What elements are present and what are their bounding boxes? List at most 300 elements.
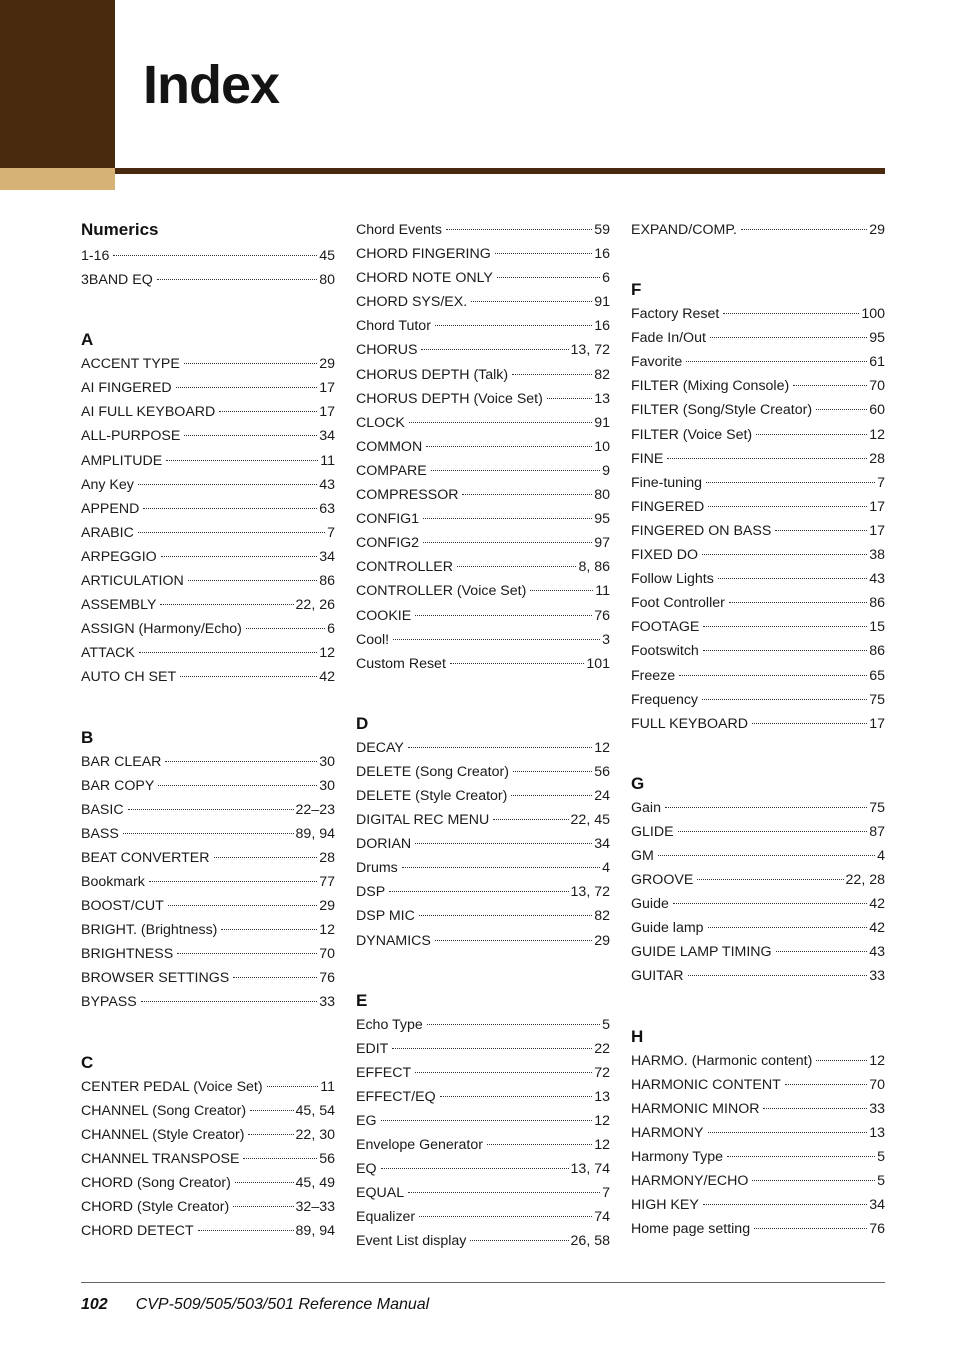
- page-reference: 63: [319, 500, 335, 517]
- page-reference: 12: [594, 1137, 610, 1154]
- page-reference: 13: [594, 390, 610, 407]
- dot-leader: [160, 603, 293, 605]
- dot-leader: [198, 1229, 294, 1231]
- dot-leader: [729, 601, 867, 603]
- index-term: ASSEMBLY: [81, 597, 157, 614]
- page-footer: [81, 1294, 429, 1316]
- page-reference: 95: [869, 330, 885, 347]
- index-entry: [631, 471, 885, 495]
- dot-leader: [470, 1239, 568, 1241]
- page-reference: 6: [327, 621, 335, 638]
- dot-leader: [667, 457, 867, 459]
- dot-leader: [697, 878, 843, 880]
- dot-leader: [402, 866, 600, 868]
- index-entry: [356, 507, 610, 531]
- dot-leader: [752, 1179, 875, 1181]
- page-reference: 82: [594, 908, 610, 925]
- page-reference: 12: [594, 1113, 610, 1129]
- section-heading: Numerics: [81, 220, 159, 239]
- index-term: Freeze: [631, 667, 676, 684]
- dot-leader: [686, 360, 867, 362]
- index-term: DIGITAL REC MENU: [356, 812, 490, 829]
- page-reference: 34: [869, 1197, 885, 1214]
- index-term: ASSIGN (Harmony/Echo): [81, 621, 242, 638]
- page-reference: 11: [320, 452, 335, 469]
- dot-leader: [214, 856, 318, 858]
- index-term: CHORD FINGERING: [356, 246, 491, 263]
- dot-leader: [512, 373, 592, 375]
- index-term: CHORD NOTE ONLY: [356, 270, 493, 287]
- section-heading: E: [356, 990, 368, 1010]
- page-reference: 42: [319, 669, 335, 686]
- index-term: Custom Reset: [356, 655, 446, 672]
- index-entry: [631, 1169, 885, 1193]
- dot-leader: [446, 228, 592, 230]
- index-term: EFFECT: [356, 1064, 412, 1081]
- page-reference: 75: [869, 691, 885, 708]
- page-reference: 26, 58: [570, 1233, 610, 1250]
- dot-leader: [221, 928, 317, 930]
- index-term: Frequency: [631, 691, 699, 708]
- page-reference: 80: [594, 487, 610, 504]
- dot-leader: [756, 433, 867, 435]
- section-heading: G: [631, 773, 645, 793]
- index-term: CHORD DETECT: [81, 1223, 194, 1240]
- dot-leader: [710, 336, 867, 338]
- index-entry: [81, 750, 335, 774]
- dot-leader: [392, 1047, 592, 1049]
- index-entry: [356, 1181, 610, 1205]
- index-term: CHORUS DEPTH (Talk): [356, 366, 509, 383]
- page-reference: 70: [869, 1076, 885, 1093]
- page-reference: 89, 94: [295, 825, 335, 842]
- page-title: Index: [143, 55, 280, 115]
- index-term: GM: [631, 847, 654, 864]
- index-term: ARPEGGIO: [81, 548, 157, 565]
- index-term: Chord Tutor: [356, 318, 431, 335]
- index-term: Guide: [631, 896, 669, 913]
- page-reference: 13: [869, 1124, 885, 1141]
- dot-leader: [165, 760, 317, 762]
- index-column-1: [81, 218, 335, 1243]
- page-reference: 17: [319, 404, 335, 421]
- index-term: 3BAND EQ: [81, 272, 153, 289]
- page-reference: 59: [594, 222, 610, 238]
- page-reference: 12: [869, 426, 885, 443]
- index-entry: [81, 774, 335, 798]
- dot-leader: [702, 698, 867, 700]
- page-reference: 43: [869, 944, 885, 961]
- dot-leader: [426, 445, 592, 447]
- index-entry: [631, 712, 885, 736]
- index-term: GUIDE LAMP TIMING: [631, 944, 772, 961]
- index-entry: [356, 1109, 610, 1133]
- page-reference: 28: [869, 450, 885, 467]
- dot-leader: [184, 362, 317, 364]
- index-term: DSP MIC: [356, 908, 415, 925]
- page-reference: 32–33: [295, 1199, 335, 1215]
- index-term: FOOTAGE: [631, 619, 700, 636]
- page-reference: 100: [861, 306, 885, 323]
- dot-leader: [139, 651, 317, 653]
- page-reference: 42: [869, 920, 885, 937]
- index-entry: [356, 1133, 610, 1157]
- page-reference: 34: [319, 548, 335, 565]
- index-entry: [631, 398, 885, 422]
- index-term: Fine-tuning: [631, 474, 702, 491]
- index-term: CHANNEL (Style Creator): [81, 1126, 245, 1143]
- dot-leader: [250, 1109, 293, 1111]
- index-term: Equalizer: [356, 1209, 416, 1226]
- page-reference: 29: [319, 898, 335, 915]
- index-term: Chord Events: [356, 222, 442, 238]
- index-term: HIGH KEY: [631, 1197, 699, 1214]
- index-term: CHORUS DEPTH (Voice Set): [356, 390, 543, 407]
- section-heading: B: [81, 727, 94, 747]
- index-entry: [356, 555, 610, 579]
- index-term: Echo Type: [356, 1016, 423, 1033]
- index-entry: [356, 856, 610, 880]
- title-rule: [115, 168, 885, 174]
- index-term: Favorite: [631, 354, 683, 371]
- index-entry: [631, 1073, 885, 1097]
- dot-leader: [530, 589, 593, 591]
- dot-leader: [381, 1119, 593, 1121]
- page-reference: 45: [319, 248, 335, 264]
- footer-rule: [81, 1282, 885, 1283]
- dot-leader: [180, 675, 317, 677]
- dot-leader: [703, 625, 867, 627]
- dot-leader: [166, 459, 318, 461]
- index-entry: [356, 314, 610, 338]
- index-term: GLIDE: [631, 823, 674, 840]
- page-reference: 24: [594, 787, 610, 804]
- dot-leader: [708, 505, 867, 507]
- index-entry: [81, 352, 335, 376]
- index-term: GROOVE: [631, 872, 694, 889]
- dot-leader: [421, 348, 568, 350]
- index-entry: [356, 1085, 610, 1109]
- index-term: Envelope Generator: [356, 1137, 483, 1154]
- index-column-3: [631, 218, 885, 1241]
- dot-leader: [471, 300, 592, 302]
- index-term: ATTACK: [81, 645, 135, 662]
- index-entry: [81, 1147, 335, 1171]
- index-term: Foot Controller: [631, 595, 725, 612]
- index-term: CONTROLLER: [356, 559, 453, 576]
- index-entry: [81, 822, 335, 846]
- index-entry: [81, 497, 335, 521]
- dot-leader: [415, 1071, 592, 1073]
- index-entry: [356, 218, 610, 242]
- dot-leader: [419, 1215, 592, 1217]
- index-entry: [631, 519, 885, 543]
- page-reference: 13, 72: [570, 884, 610, 901]
- index-term: HARMONY/ECHO: [631, 1173, 749, 1189]
- section-heading: H: [631, 1026, 644, 1046]
- index-entry: [356, 363, 610, 387]
- index-entry: [81, 918, 335, 942]
- index-term: EG: [356, 1113, 377, 1129]
- index-entry: [631, 543, 885, 567]
- index-term: EDIT: [356, 1040, 389, 1057]
- index-entry: [81, 424, 335, 448]
- index-entry: [356, 1157, 610, 1181]
- index-entry: [81, 1123, 335, 1147]
- dot-leader: [188, 579, 317, 581]
- index-term: CHANNEL (Song Creator): [81, 1102, 247, 1119]
- dot-leader: [752, 722, 867, 724]
- index-entry: [631, 615, 885, 639]
- index-term: EQUAL: [356, 1185, 405, 1202]
- dot-leader: [435, 939, 592, 941]
- dot-leader: [440, 1095, 593, 1097]
- index-entry: [81, 268, 335, 292]
- index-entry: [81, 1075, 335, 1099]
- index-entry: [356, 604, 610, 628]
- index-term: FILTER (Song/Style Creator): [631, 402, 813, 419]
- index-entry: [81, 400, 335, 424]
- index-term: DORIAN: [356, 836, 412, 853]
- page-reference: 61: [869, 354, 885, 371]
- index-column-2: [356, 218, 610, 1254]
- index-entry: [631, 1193, 885, 1217]
- dot-leader: [706, 481, 875, 483]
- page-reference: 11: [595, 583, 610, 600]
- index-term: FINGERED ON BASS: [631, 522, 772, 539]
- index-term: DYNAMICS: [356, 932, 431, 949]
- dot-leader: [723, 312, 859, 314]
- index-term: Gain: [631, 799, 661, 816]
- dot-leader: [688, 974, 868, 976]
- index-entry: [356, 266, 610, 290]
- index-entry: [356, 242, 610, 266]
- index-entry: [356, 652, 610, 676]
- page-reference: 6: [602, 270, 610, 287]
- index-entry: [356, 929, 610, 953]
- index-entry: [631, 916, 885, 940]
- index-term: FIXED DO: [631, 547, 699, 564]
- index-term: BASS: [81, 825, 119, 842]
- dot-leader: [141, 1000, 317, 1002]
- index-entry: [81, 545, 335, 569]
- index-term: BYPASS: [81, 994, 137, 1011]
- index-entry: [631, 796, 885, 820]
- page-reference: 34: [594, 836, 610, 853]
- page-reference: 42: [869, 896, 885, 913]
- index-term: CHORUS: [356, 342, 418, 359]
- index-term: AUTO CH SET: [81, 669, 177, 686]
- page-reference: 17: [319, 380, 335, 397]
- page-reference: 3: [602, 631, 610, 648]
- index-term: COOKIE: [356, 607, 412, 624]
- dot-leader: [763, 1107, 867, 1109]
- index-entry: [631, 664, 885, 688]
- index-term: ALL-PURPOSE: [81, 428, 181, 445]
- dot-leader: [727, 1155, 875, 1157]
- index-term: ACCENT TYPE: [81, 356, 180, 373]
- page-reference: 70: [319, 946, 335, 963]
- page-reference: 33: [869, 1100, 885, 1117]
- chapter-tab-accent: [0, 168, 115, 190]
- index-entry: [81, 617, 335, 641]
- page-reference: 43: [319, 476, 335, 493]
- index-entry: [631, 940, 885, 964]
- index-entry: [356, 832, 610, 856]
- page-reference: 70: [869, 378, 885, 395]
- dot-leader: [703, 1203, 867, 1205]
- index-entry: [81, 894, 335, 918]
- index-term: EFFECT/EQ: [356, 1088, 436, 1105]
- dot-leader: [785, 1083, 867, 1085]
- page-reference: 30: [319, 777, 335, 794]
- index-term: COMPRESSOR: [356, 487, 459, 504]
- page-reference: 29: [319, 356, 335, 373]
- dot-leader: [184, 434, 317, 436]
- dot-leader: [408, 746, 592, 748]
- index-entry: [356, 531, 610, 555]
- page-reference: 29: [594, 932, 610, 949]
- dot-leader: [427, 1023, 600, 1025]
- index-entry: [356, 760, 610, 784]
- page-reference: 95: [594, 511, 610, 528]
- index-term: BEAT CONVERTER: [81, 849, 210, 866]
- page-reference: 4: [877, 847, 885, 864]
- index-term: BROWSER SETTINGS: [81, 970, 230, 987]
- index-term: FINE: [631, 450, 664, 467]
- dot-leader: [149, 880, 317, 882]
- page-reference: 76: [319, 970, 335, 987]
- page-reference: 16: [594, 246, 610, 263]
- page-reference: 13: [594, 1088, 610, 1105]
- dot-leader: [415, 614, 592, 616]
- page-reference: 7: [602, 1185, 610, 1202]
- page-reference: 86: [319, 573, 335, 590]
- index-term: APPEND: [81, 500, 140, 517]
- index-term: ARABIC: [81, 524, 134, 541]
- dot-leader: [816, 1059, 867, 1061]
- index-entry: [81, 1219, 335, 1243]
- index-entry: [81, 1171, 335, 1195]
- manual-title: CVP-509/505/503/501 Reference Manual: [135, 1296, 430, 1313]
- page-reference: 28: [319, 849, 335, 866]
- dot-leader: [243, 1157, 317, 1159]
- dot-leader: [678, 830, 868, 832]
- index-entry: [631, 868, 885, 892]
- page-reference: 13, 72: [570, 342, 610, 359]
- index-entry: [631, 302, 885, 326]
- dot-leader: [423, 517, 592, 519]
- dot-leader: [123, 832, 294, 834]
- index-entry: [81, 1099, 335, 1123]
- index-entry: [81, 376, 335, 400]
- index-entry: [81, 593, 335, 617]
- index-entry: [631, 1217, 885, 1241]
- index-entry: [81, 244, 335, 268]
- page-reference: 22, 30: [295, 1126, 335, 1143]
- dot-leader: [393, 638, 600, 640]
- index-entry: [631, 374, 885, 398]
- index-term: Harmony Type: [631, 1148, 723, 1165]
- page-reference: 22, 28: [845, 872, 885, 889]
- index-term: CLOCK: [356, 414, 405, 431]
- index-entry: [631, 350, 885, 374]
- index-term: DELETE (Song Creator): [356, 763, 509, 780]
- dot-leader: [419, 914, 592, 916]
- index-entry: [631, 495, 885, 519]
- page-reference: 12: [594, 739, 610, 756]
- index-term: BRIGHTNESS: [81, 946, 174, 963]
- index-entry: [81, 473, 335, 497]
- index-entry: [81, 846, 335, 870]
- page-reference: 17: [869, 715, 885, 732]
- index-term: BRIGHT. (Brightness): [81, 922, 218, 939]
- index-term: HARMONY: [631, 1124, 704, 1141]
- page-reference: 12: [319, 922, 335, 939]
- dot-leader: [754, 1227, 867, 1229]
- index-entry: [81, 966, 335, 990]
- dot-leader: [435, 324, 592, 326]
- page-reference: 82: [594, 366, 610, 383]
- index-term: CENTER PEDAL (Voice Set): [81, 1078, 263, 1095]
- index-term: AMPLITUDE: [81, 452, 163, 469]
- page-reference: 12: [869, 1052, 885, 1069]
- dot-leader: [450, 662, 584, 664]
- chapter-tab: [0, 0, 115, 168]
- page-reference: 13, 74: [570, 1161, 610, 1178]
- index-term: AI FULL KEYBOARD: [81, 404, 216, 421]
- index-entry: [81, 870, 335, 894]
- page-reference: 45, 49: [295, 1174, 335, 1191]
- dot-leader: [128, 808, 294, 810]
- index-entry: [356, 628, 610, 652]
- page-number: 102: [81, 1296, 108, 1313]
- index-entry: [631, 1097, 885, 1121]
- dot-leader: [138, 483, 317, 485]
- page-reference: 30: [319, 753, 335, 770]
- dot-leader: [775, 529, 867, 531]
- page-reference: 22: [594, 1040, 610, 1057]
- dot-leader: [381, 1167, 569, 1169]
- page-reference: 65: [869, 667, 885, 684]
- index-entry: [356, 483, 610, 507]
- index-entry: [631, 567, 885, 591]
- index-term: EQ: [356, 1161, 377, 1178]
- index-entry: [81, 521, 335, 545]
- index-entry: [356, 435, 610, 459]
- page-reference: 9: [602, 462, 610, 479]
- index-term: Drums: [356, 860, 398, 877]
- index-entry: [356, 1205, 610, 1229]
- page-reference: 89, 94: [295, 1223, 335, 1240]
- index-entry: [631, 639, 885, 663]
- section-heading: C: [81, 1052, 94, 1072]
- index-term: CONTROLLER (Voice Set): [356, 583, 527, 600]
- index-term: Fade In/Out: [631, 330, 706, 347]
- dot-leader: [495, 252, 592, 254]
- index-entry: [81, 798, 335, 822]
- page-reference: 5: [602, 1016, 610, 1033]
- index-entry: [356, 1013, 610, 1037]
- page-reference: 56: [319, 1150, 335, 1167]
- page-reference: 7: [877, 474, 885, 491]
- index-entry: [631, 820, 885, 844]
- page-reference: 74: [594, 1209, 610, 1226]
- page-reference: 43: [869, 571, 885, 588]
- dot-leader: [679, 674, 867, 676]
- index-term: ARTICULATION: [81, 573, 184, 590]
- index-entry: [631, 1049, 885, 1073]
